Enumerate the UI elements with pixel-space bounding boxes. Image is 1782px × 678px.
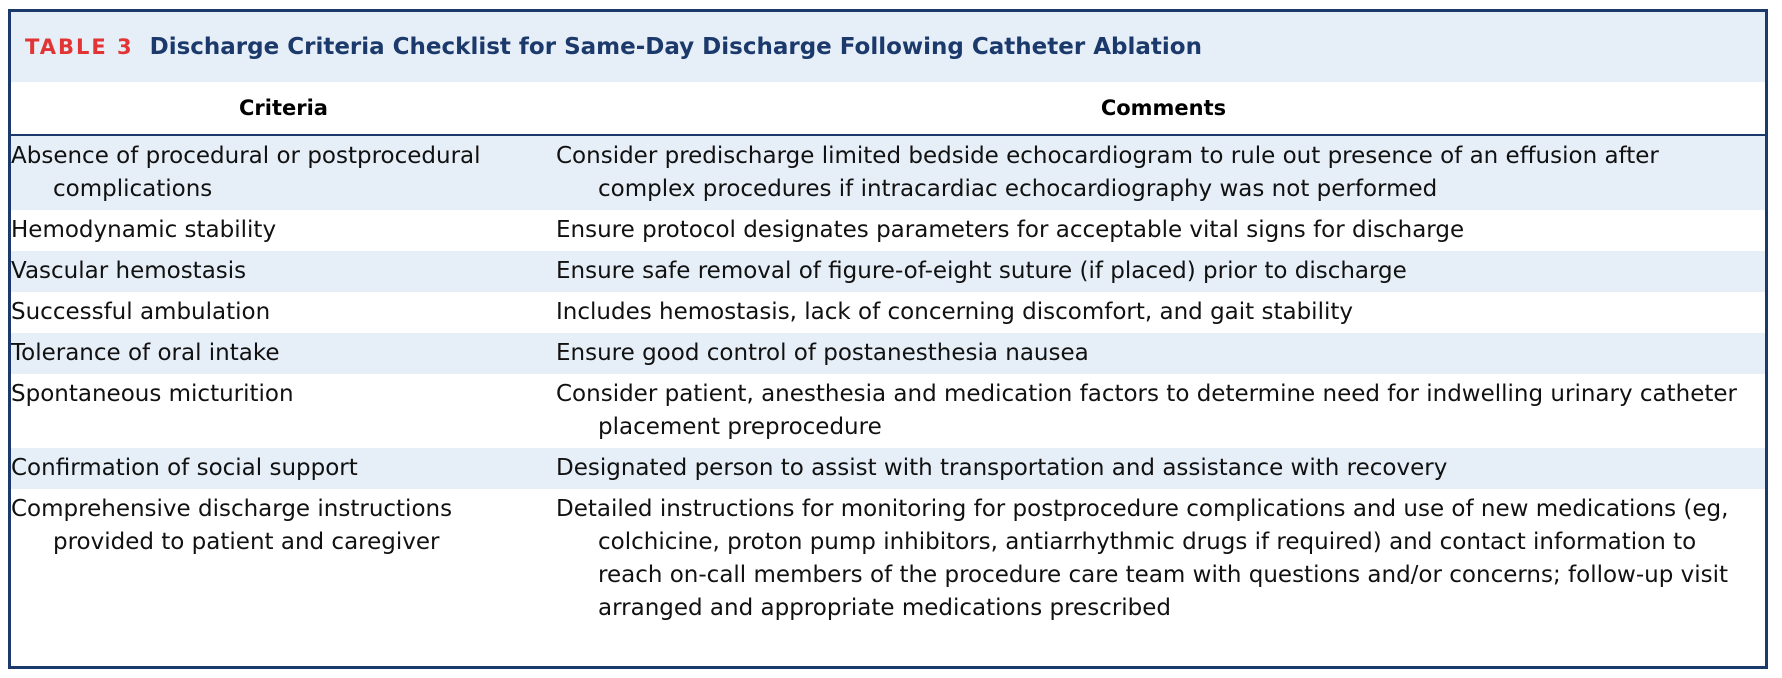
- criteria-cell: Confirmation of social support: [11, 455, 358, 481]
- table-title-bar: [11, 12, 1765, 82]
- comments-cell: Detailed instructions for monitoring for postprocedure complications and use of new medications (eg, colchicine, proton pump inhibitors, antiarrhythmic drugs if required) and contact information to reach on-call members of the procedure care team with questions and/or concerns; follow-up visit arranged and appropriate medications prescribed: [556, 496, 1729, 621]
- comments-cell: Ensure protocol designates parameters for acceptable vital signs for discharge: [556, 217, 1465, 243]
- comments-cell: Ensure good control of postanesthesia nausea: [556, 340, 1089, 366]
- comments-cell: Designated person to assist with transportation and assistance with recovery: [556, 455, 1448, 481]
- column-header-criteria: Criteria: [239, 96, 328, 120]
- criteria-cell: Comprehensive discharge instructions provided to patient and caregiver: [11, 496, 453, 555]
- table-number: TABLE 3: [25, 35, 134, 59]
- table-header-row: [11, 82, 1765, 136]
- table-row: [11, 448, 1765, 489]
- table-row: [11, 210, 1765, 251]
- comments-cell: Includes hemostasis, lack of concerning discomfort, and gait stability: [556, 299, 1353, 325]
- table-row: [11, 333, 1765, 374]
- comments-cell: Consider predischarge limited bedside echocardiogram to rule out presence of an effusion after complex procedures if intracardiac echocardiography was not performed: [556, 143, 1659, 202]
- column-header-comments: Comments: [1100, 96, 1227, 120]
- criteria-cell: Hemodynamic stability: [11, 217, 277, 243]
- criteria-cell: Successful ambulation: [11, 299, 271, 325]
- table-row: [11, 251, 1765, 292]
- table-row: [11, 292, 1765, 333]
- table-row: [11, 489, 1765, 629]
- criteria-cell: Spontaneous micturition: [11, 381, 294, 407]
- comments-cell: Consider patient, anesthesia and medication factors to determine need for indwelling urinary catheter placement preprocedure: [556, 381, 1738, 440]
- criteria-cell: Vascular hemostasis: [11, 258, 247, 284]
- criteria-cell: Tolerance of oral intake: [11, 340, 280, 366]
- table-row: [11, 374, 1765, 448]
- comments-cell: Ensure safe removal of figure-of-eight suture (if placed) prior to discharge: [556, 258, 1407, 284]
- table-frame: [8, 9, 1768, 669]
- table-title: Discharge Criteria Checklist for Same-Day Discharge Following Catheter Ablation: [149, 34, 1202, 60]
- criteria-cell: Absence of procedural or postprocedural complications: [11, 143, 481, 202]
- table-row: [11, 136, 1765, 210]
